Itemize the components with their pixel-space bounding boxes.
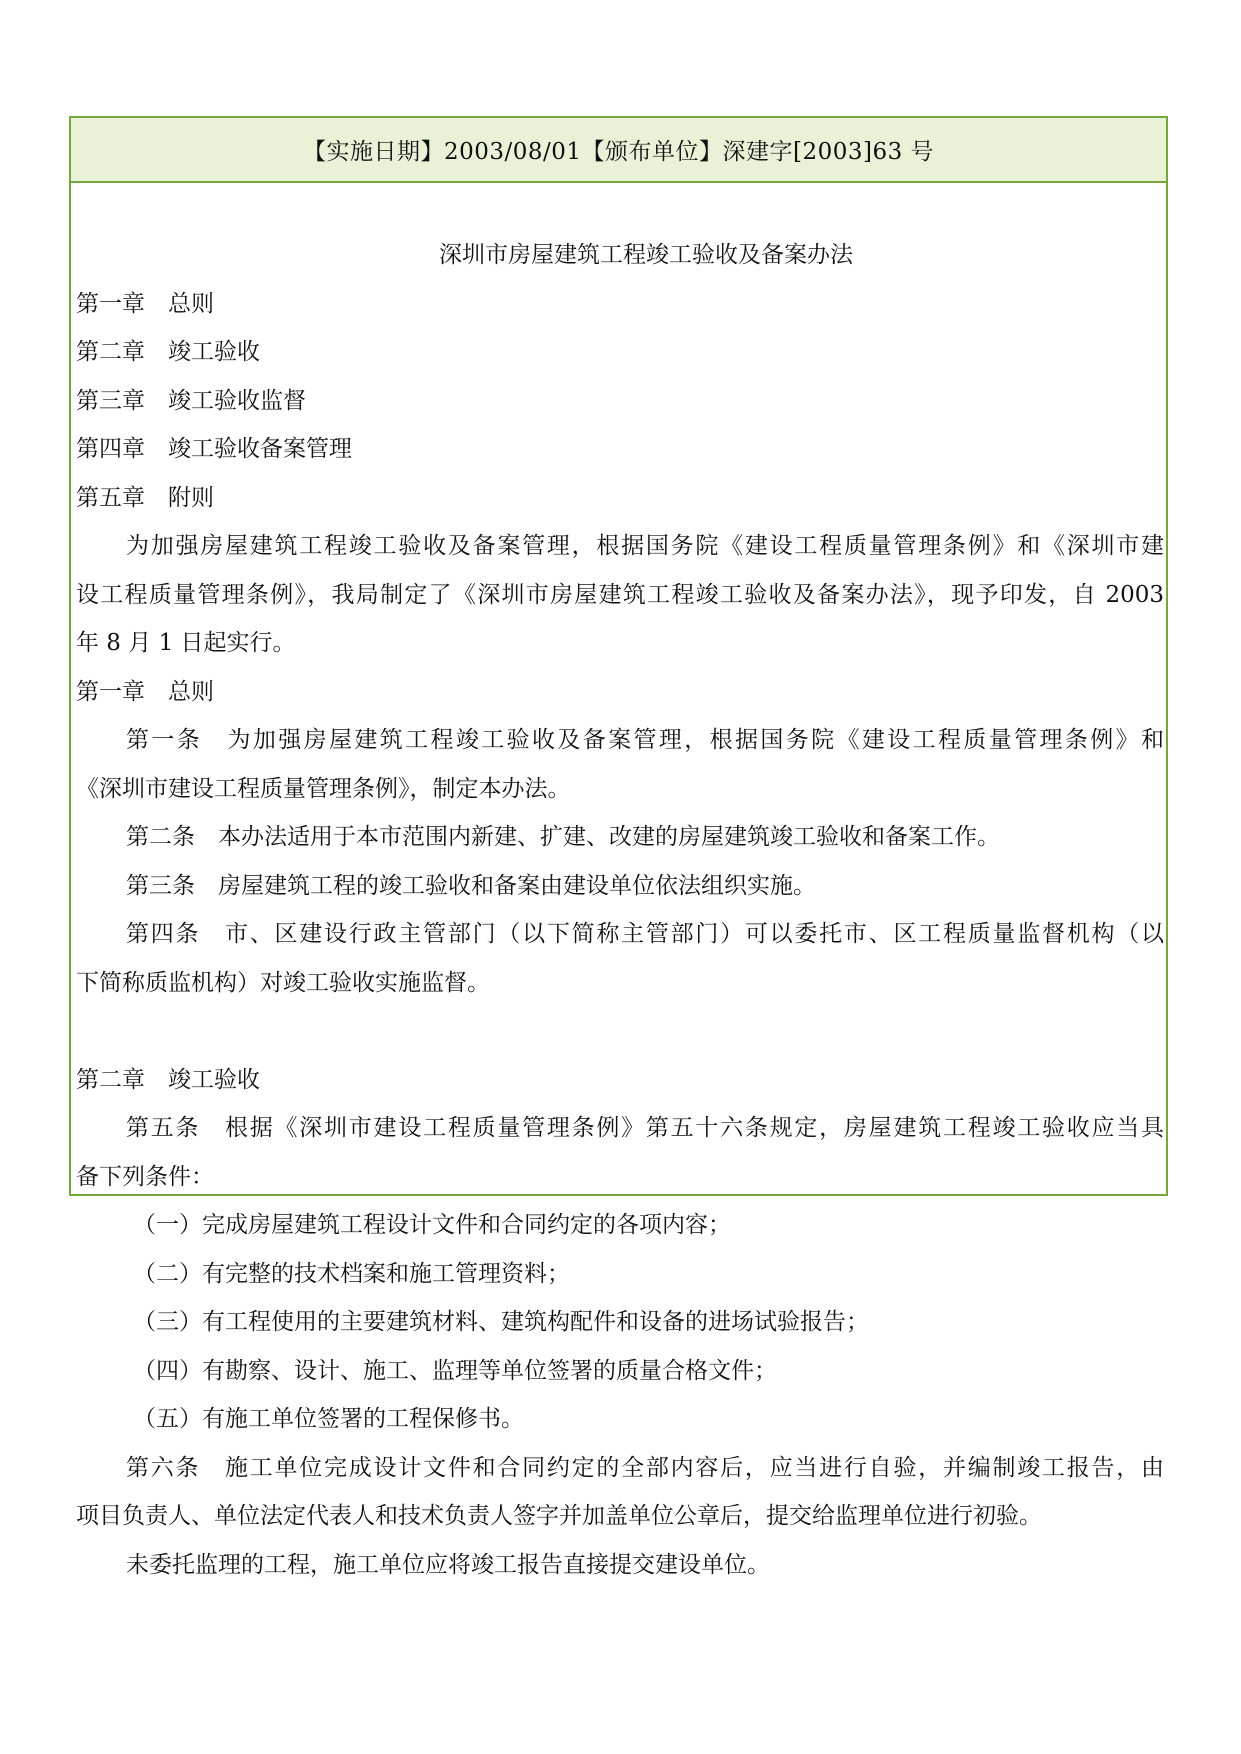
toc-item: 第三章 竣工验收监督 (76, 387, 306, 414)
chapter-heading: 第二章 竣工验收 (76, 1066, 260, 1093)
blank-line (76, 1007, 1164, 1056)
article-line: 未委托监理的工程，施工单位应将竣工报告直接提交建设单位。 (126, 1551, 770, 1578)
condition-item: （五）有施工单位签署的工程保修书。 (133, 1406, 524, 1432)
article-line: 第六条 施工单位完成设计文件和合同约定的全部内容后，应当进行自验，并编制竣工报告，由 (126, 1454, 1164, 1481)
toc-item: 第四章 竣工验收备案管理 (76, 436, 352, 462)
toc-item: 第二章 竣工验收 (76, 339, 260, 365)
toc-item: 第一章 总则 (76, 290, 214, 317)
article-line: 第三条 房屋建筑工程的竣工验收和备案由建设单位依法组织实施。 (126, 872, 816, 899)
header-text: 【实施日期】2003/08/01【颁布单位】深建字[2003]63 号 (302, 139, 935, 165)
article-line: 下简称质监机构）对竣工验收实施监督。 (76, 969, 490, 996)
document-title: 深圳市房屋建筑工程竣工验收及备案办法 (439, 242, 853, 268)
article-line: 《深圳市建设工程质量管理条例》，制定本办法。 (76, 775, 571, 802)
article-line: 项目负责人、单位法定代表人和技术负责人签字并加盖单位公章后，提交给监理单位进行初验。 (76, 1503, 1042, 1529)
article-line: 第五条 根据《深圳市建设工程质量管理条例》第五十六条规定，房屋建筑工程竣工验收应当具 (126, 1115, 1164, 1141)
article-line: 第二条 本办法适用于本市范围内新建、扩建、改建的房屋建筑竣工验收和备案工作。 (126, 824, 1000, 850)
article-line: 第四条 市、区建设行政主管部门（以下简称主管部门）可以委托市、区工程质量监督机构（以 (126, 921, 1164, 947)
document-body (76, 231, 1164, 1589)
condition-item: （二）有完整的技术档案和施工管理资料； (133, 1260, 570, 1287)
toc-item: 第五章 附则 (76, 484, 214, 511)
document-frame (69, 116, 1168, 1578)
condition-item: （四）有勘察、设计、施工、监理等单位签署的质量合格文件； (133, 1357, 777, 1384)
condition-item: （一）完成房屋建筑工程设计文件和合同约定的各项内容； (133, 1212, 731, 1238)
preamble-line: 设工程质量管理条例》，我局制定了《深圳市房屋建筑工程竣工验收及备案办法》，现予印发，自 2003 (76, 581, 1164, 608)
preamble-line: 为加强房屋建筑工程竣工验收及备案管理，根据国务院《建设工程质量管理条例》和《深圳市建 (126, 533, 1164, 559)
document-header (71, 118, 1166, 183)
preamble-line: 年 8 月 1 日起实行。 (76, 630, 296, 656)
article-line: 备下列条件： (76, 1163, 214, 1190)
chapter-heading: 第一章 总则 (76, 678, 214, 705)
article-line: 第一条 为加强房屋建筑工程竣工验收及备案管理，根据国务院《建设工程质量管理条例》和 (126, 727, 1164, 753)
condition-item: （三）有工程使用的主要建筑材料、建筑构配件和设备的进场试验报告； (133, 1309, 869, 1335)
